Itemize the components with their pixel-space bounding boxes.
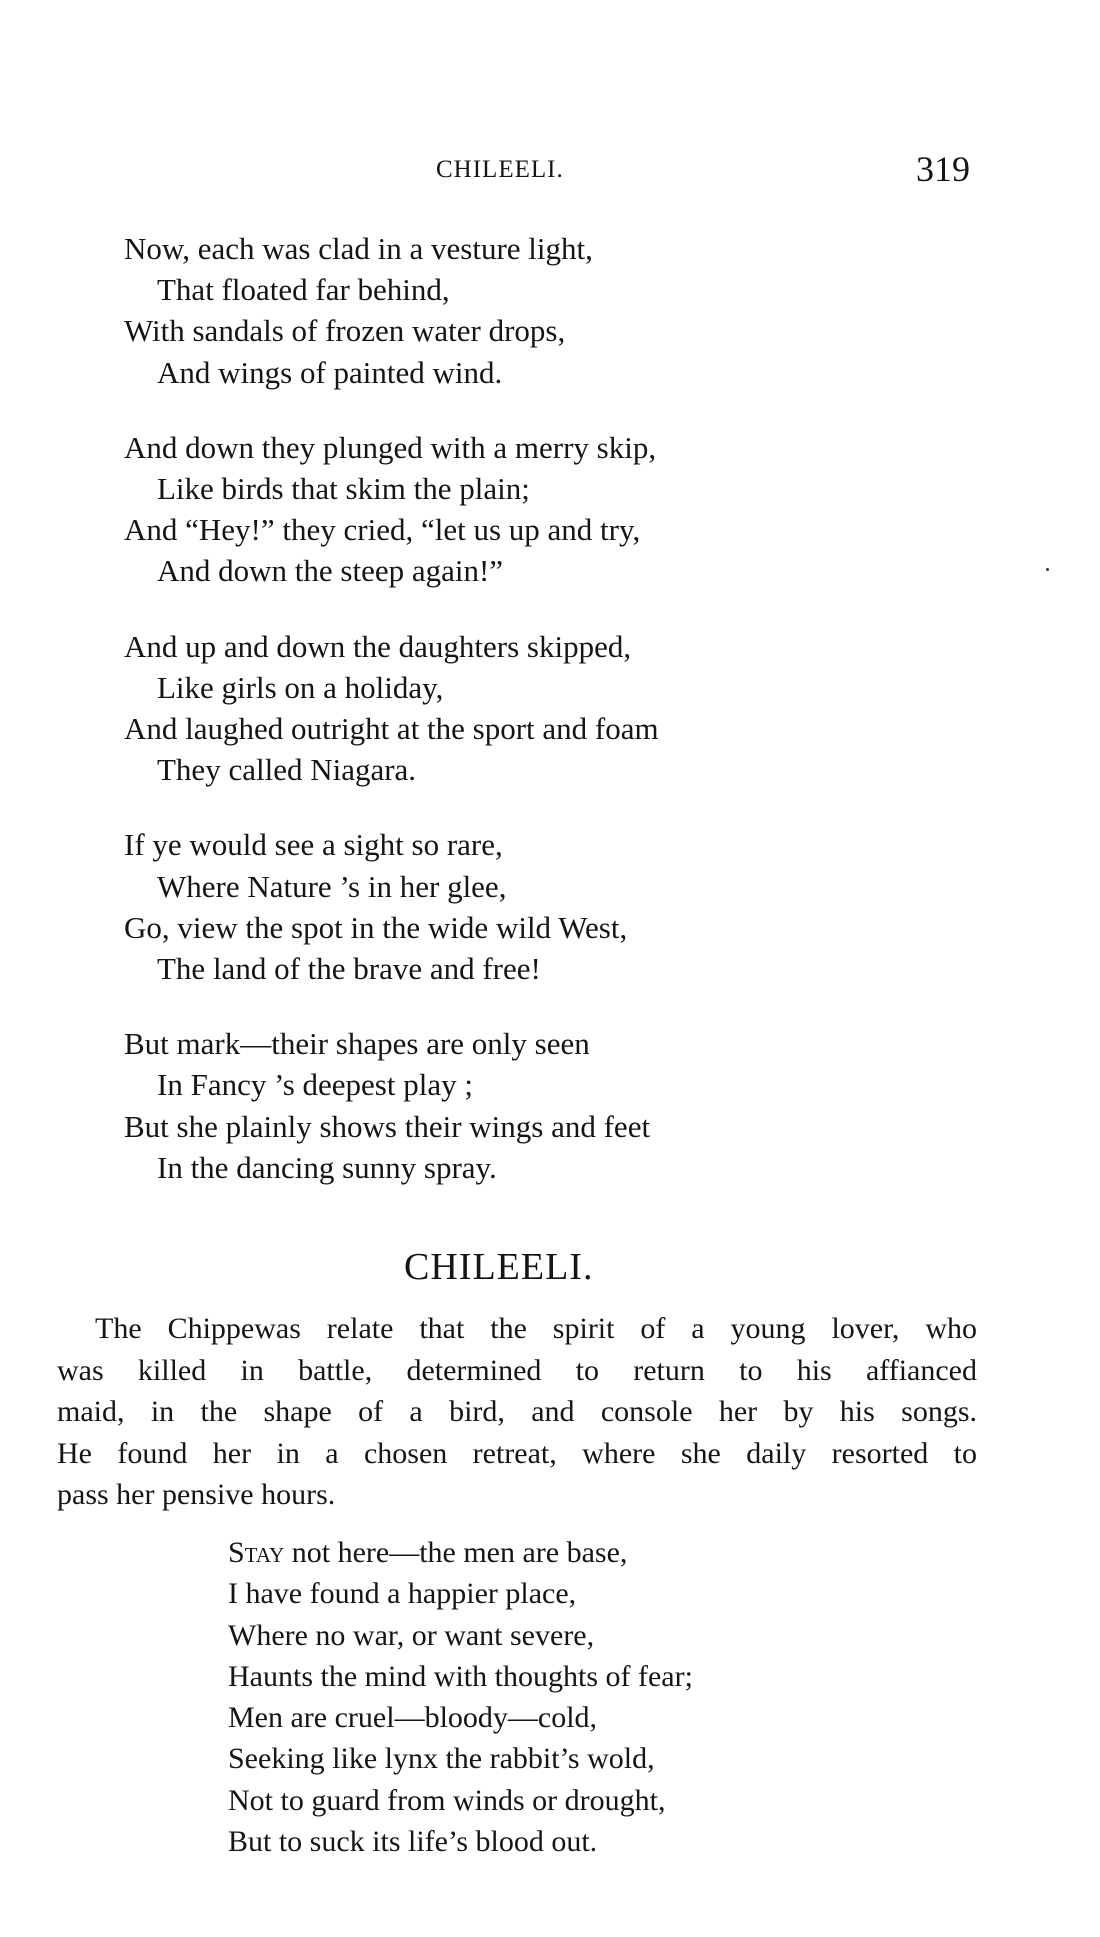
section-title: CHILEELI. (404, 1246, 594, 1288)
poem-line: And up and down the daughters skipped, (124, 628, 632, 664)
poem-line: Haunts the mind with thoughts of fear; (228, 1659, 693, 1693)
poem-line: And down they plunged with a merry skip, (124, 429, 657, 465)
paragraph-line: maid, in the shape of a bird, and console her by his songs. (57, 1395, 977, 1428)
stanza (124, 1023, 659, 1188)
poem-line: Go, view the spot in the wide wild West, (124, 909, 628, 945)
paragraph-line: The Chippewas relate that the spirit of a young lover, who (95, 1312, 977, 1345)
poem-line: Like girls on a holiday, (157, 669, 444, 705)
poem-line: In Fancy ’s deepest play ; (157, 1067, 473, 1103)
poem-line: They called Niagara. (157, 752, 417, 788)
poem-line: Seeking like lynx the rabbit’s wold, (228, 1742, 655, 1776)
poem-line: But mark—their shapes are only seen (124, 1026, 590, 1062)
chileeli-poem (228, 1532, 693, 1862)
stanza (124, 626, 659, 791)
poem-line: I have found a happier place, (228, 1577, 577, 1611)
paragraph-line: He found her in a chosen retreat, where she daily resorted to (57, 1436, 977, 1470)
opening-line-rest: not here—the men are base, (284, 1536, 628, 1569)
paragraph-line: pass her pensive hours. (57, 1478, 336, 1511)
intro-paragraph (57, 1308, 977, 1516)
poem-line: And wings of painted wind. (157, 354, 503, 390)
poem-line: Now, each was clad in a vesture light, (124, 231, 593, 266)
poem-line: Where Nature ’s in her glee, (157, 868, 507, 904)
running-head: CHILEELI. (436, 156, 564, 183)
poem-line: In the dancing sunny spray. (157, 1149, 497, 1185)
ink-speck (1046, 568, 1049, 571)
stanza (124, 228, 659, 393)
poem-line: And “Hey!” they cried, “let us up and try, (124, 512, 641, 548)
poem-line: If ye would see a sight so rare, (124, 827, 503, 863)
poem-line: Not to guard from winds or drought, (228, 1783, 666, 1817)
poem-line: But to suck its life’s blood out. (228, 1825, 598, 1859)
poem-line: And down the steep again!” (157, 553, 504, 589)
poem-line (228, 1532, 693, 1573)
stanza (124, 427, 659, 592)
paragraph-line: was killed in battle, determined to return to his affianced (57, 1353, 977, 1387)
poem-line: With sandals of frozen water drops, (124, 313, 566, 349)
poem-line: Like birds that skim the plain; (157, 471, 530, 507)
poem-line: But she plainly shows their wings and feet (124, 1108, 651, 1144)
poem-line: The land of the brave and free! (157, 951, 541, 987)
poem-continued (124, 228, 659, 1222)
poem-line: That floated far behind, (157, 272, 450, 308)
opening-word: Stay (228, 1536, 285, 1569)
page-number: 319 (916, 149, 970, 189)
poem-line: And laughed outright at the sport and foam (124, 711, 659, 747)
stanza (124, 824, 659, 989)
poem-line: Where no war, or want severe, (228, 1618, 595, 1652)
poem-line: Men are cruel—bloody—cold, (228, 1701, 598, 1735)
